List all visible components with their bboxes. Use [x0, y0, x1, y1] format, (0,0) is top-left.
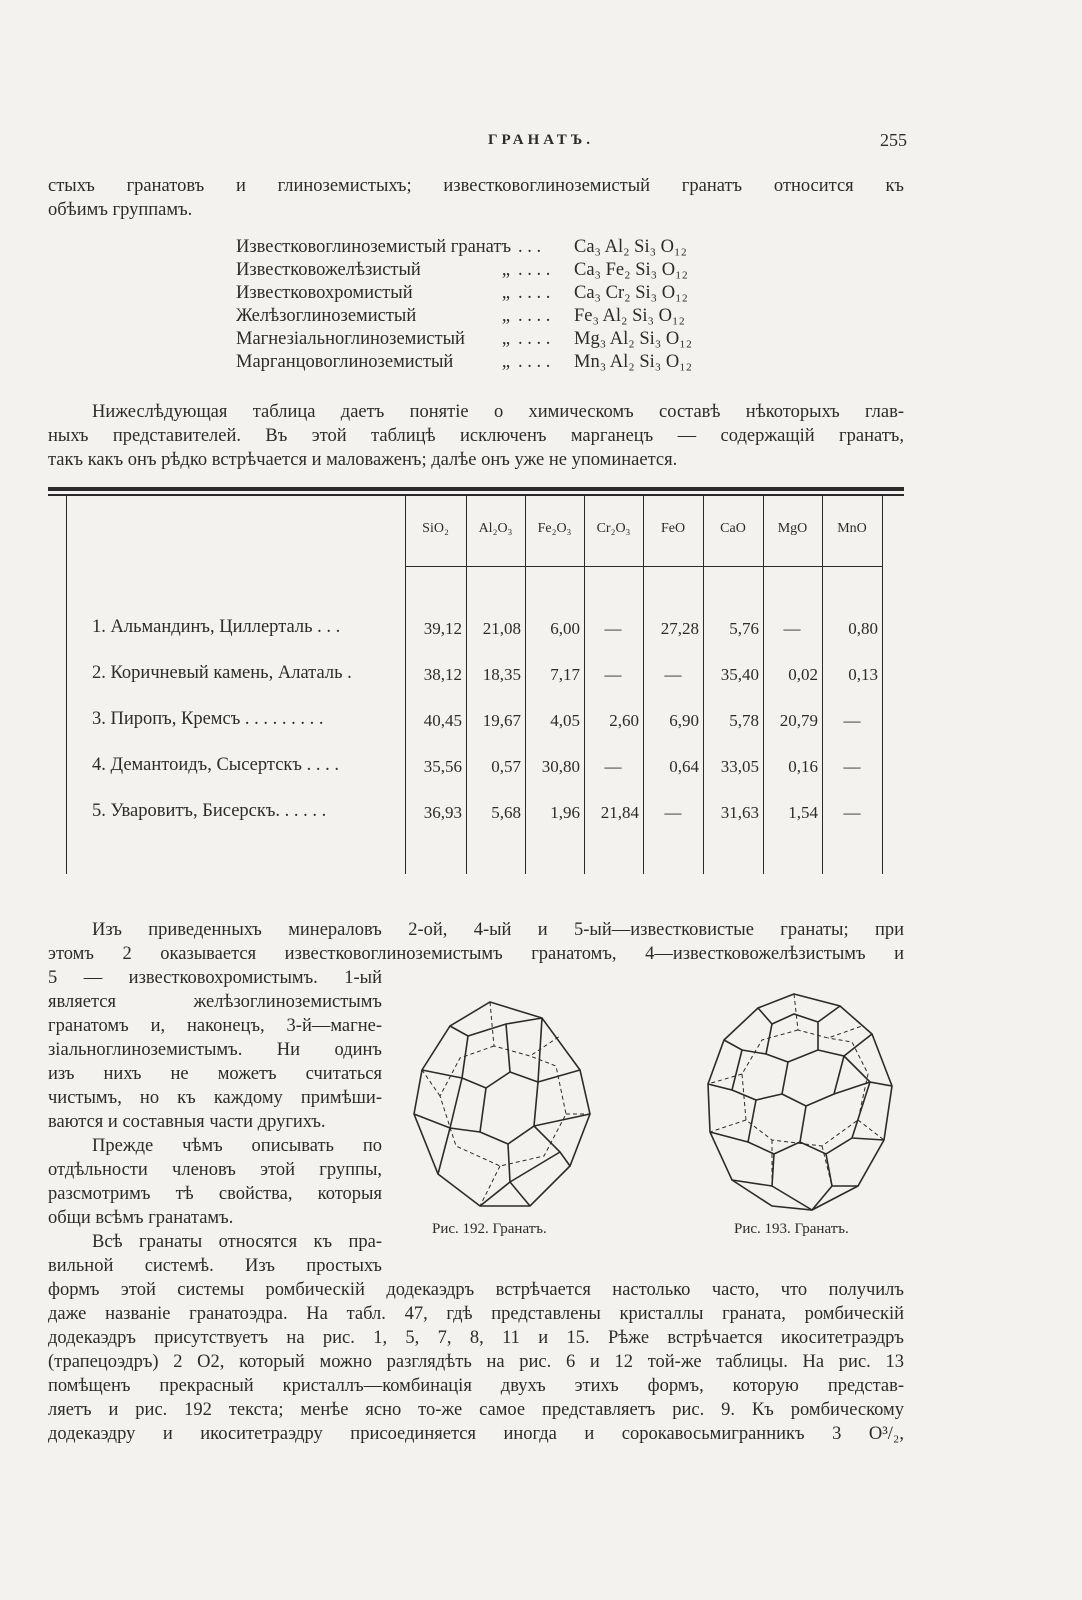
figure-192-crystal — [410, 996, 596, 1214]
column-header: Cr₂O₃ — [596, 521, 631, 536]
text-line: этомъ 2 оказывается известковоглиноземистымъ гранатомъ, 4—известковожелѣзистымъ и — [48, 944, 904, 964]
table-cell: 20,79 — [779, 711, 818, 730]
table-border — [525, 496, 526, 874]
text-line: 5 — известковохромистымъ. 1-ый — [48, 968, 382, 988]
table-cell: 30,80 — [541, 757, 580, 776]
text-line: зiальноглиноземистымъ. Ни одинъ — [48, 1040, 382, 1060]
formula-row — [236, 236, 687, 259]
table-cell: 35,56 — [423, 757, 462, 776]
formula-row — [236, 259, 688, 282]
text-line: отдѣльности членовъ этой группы, — [48, 1160, 382, 1180]
leader-dots: . . . . — [518, 306, 551, 326]
table-border — [466, 496, 467, 874]
formula: Ca₃ Cr₂ Si₃ O₁₂ — [574, 283, 688, 303]
table-cell: — — [664, 665, 682, 684]
running-head: ГРАНАТЪ. — [487, 132, 595, 148]
table-border — [882, 496, 883, 874]
ditto-mark: „ — [501, 329, 511, 349]
table-cell: 1,54 — [788, 803, 818, 822]
table-row-label: 4. Демантоидъ, Сысертскъ . . . . — [92, 755, 339, 775]
formula-row — [236, 305, 685, 328]
leader-dots: . . . . — [518, 260, 551, 280]
table-cell: — — [783, 619, 801, 638]
column-header: MgO — [777, 521, 808, 536]
formula: Ca₃ Fe₂ Si₃ O₁₂ — [574, 260, 688, 280]
table-border — [822, 496, 823, 874]
table-cell: 0,16 — [788, 757, 818, 776]
text-line: общи всѣмъ гранатамъ. — [48, 1208, 234, 1228]
table-border — [405, 496, 406, 874]
table-cell: 6,90 — [669, 711, 699, 730]
table-cell: 27,28 — [660, 619, 699, 638]
text-line: додекаэдру и икоситетраэдру присоединяется иногда и сорокавосьмигранникъ 3 O³/₂, — [48, 1424, 904, 1444]
table-cell: 40,45 — [423, 711, 462, 730]
ditto-mark: „ — [501, 283, 511, 303]
table-row-label: 3. Пиропъ, Кремсъ . . . . . . . . . — [92, 709, 324, 729]
table-cell: — — [843, 711, 861, 730]
table-cell: 18,35 — [482, 665, 521, 684]
text-line: гранатомъ и, наконецъ, 3-й—магне- — [48, 1016, 382, 1036]
text-line: ляетъ и рис. 192 текста; менѣе ясно то-же самое представляетъ рис. 9. Къ ромбическому — [48, 1400, 904, 1420]
table-border — [66, 496, 67, 874]
table-cell: 1,96 — [550, 803, 580, 822]
formula-row — [236, 328, 692, 351]
formula: Mn₃ Al₂ Si₃ O₁₂ — [574, 352, 693, 372]
table-cell: 39,12 — [423, 619, 462, 638]
table-border — [643, 496, 644, 874]
page-number: 255 — [880, 130, 907, 150]
table-cell: 5,78 — [729, 711, 759, 730]
table-cell: 0,13 — [848, 665, 878, 684]
table-cell: 0,64 — [669, 757, 699, 776]
text-line: Всѣ гранаты относятся къ пра- — [92, 1232, 382, 1252]
text-line: формъ этой системы ромбическiй додекаэдръ встрѣчается настолько часто, что получилъ — [48, 1280, 904, 1300]
table-cell: 6,00 — [550, 619, 580, 638]
text-line: изъ нихъ не можетъ считаться — [48, 1064, 382, 1084]
text-line: помѣщенъ прекрасный кристаллъ—комбинацiя двухъ этихъ формъ, которую представ- — [48, 1376, 904, 1396]
figure-193-crystal — [702, 990, 902, 1214]
formula-name: Известковоглиноземистый гранатъ — [236, 237, 512, 257]
table-border — [763, 496, 764, 874]
table-border — [703, 496, 704, 874]
table-header-rule — [405, 566, 883, 567]
text-line: такъ какъ онъ рѣдко встрѣчается и маловаженъ; далѣе онъ уже не упоминается. — [48, 450, 678, 470]
leader-dots: . . . — [518, 237, 542, 257]
formula-name: Желѣзоглиноземистый — [236, 306, 417, 326]
table-cell: 5,68 — [491, 803, 521, 822]
table-cell: — — [843, 757, 861, 776]
table-cell: 21,08 — [482, 619, 521, 638]
table-cell: 0,57 — [491, 757, 521, 776]
table-cell: 31,63 — [720, 803, 759, 822]
table-cell: 4,05 — [550, 711, 580, 730]
text-line: ныхъ представителей. Въ этой таблицѣ исключенъ марганецъ — содержащiй гранатъ, — [48, 426, 904, 446]
table-cell: 21,84 — [600, 803, 639, 822]
table-cell: — — [664, 803, 682, 822]
leader-dots: . . . . — [518, 329, 551, 349]
table-row-label: 1. Альмандинъ, Циллерталь . . . — [92, 617, 341, 637]
text-line: стыхъ гранатовъ и глиноземистыхъ; известковоглиноземистый гранатъ относится къ — [48, 176, 904, 196]
text-line: (трапецоэдръ) 2 O2, который можно разглядѣть на рис. 6 и 12 той-же таблицы. На рис. 13 — [48, 1352, 904, 1372]
text-line: додекаэдръ присутствуетъ на рис. 1, 5, 7, 8, 11 и 15. Рѣже встрѣчается икоситетраэдръ — [48, 1328, 904, 1348]
formula: Ca₃ Al₂ Si₃ O₁₂ — [574, 237, 687, 257]
table-cell: — — [604, 757, 622, 776]
table-cell: 38,12 — [423, 665, 462, 684]
formula-name: Марганцовоглиноземистый — [236, 352, 454, 372]
text-line: является желѣзоглиноземистымъ — [48, 992, 382, 1012]
table-cell: — — [604, 665, 622, 684]
formula-row — [236, 351, 692, 374]
leader-dots: . . . . — [518, 352, 551, 372]
text-line: ваются и составныя части другихъ. — [48, 1112, 326, 1132]
text-line: Изъ приведенныхъ минераловъ 2-ой, 4-ый и 5-ый—известковистые гранаты; при — [92, 920, 904, 940]
table-top-rule — [48, 487, 904, 491]
formula: Fe₃ Al₂ Si₃ O₁₂ — [574, 306, 685, 326]
column-header: SiO₂ — [422, 521, 449, 536]
table-top-rule — [48, 494, 904, 496]
ditto-mark: „ — [501, 260, 511, 280]
table-row-label: 2. Коричневый камень, Алаталь . — [92, 663, 352, 683]
formula-name: Известковохромистый — [236, 283, 413, 303]
formula-row — [236, 282, 688, 305]
formula: Mg₃ Al₂ Si₃ O₁₂ — [574, 329, 693, 349]
formula-name: Известковожелѣзистый — [236, 260, 421, 280]
table-cell: 0,02 — [788, 665, 818, 684]
figure-caption: Рис. 192. Гранатъ. — [432, 1221, 547, 1237]
column-header: FeO — [660, 521, 686, 536]
text-line: чистымъ, но къ каждому примѣши- — [48, 1088, 382, 1108]
text-line: вильной системѣ. Изъ простыхъ — [48, 1256, 382, 1276]
column-header: Al₂O₃ — [478, 521, 513, 536]
ditto-mark: „ — [501, 352, 511, 372]
table-row-label: 5. Уваровитъ, Бисерскъ. . . . . . — [92, 801, 327, 821]
table-cell: 36,93 — [423, 803, 462, 822]
column-header: Fe₂O₃ — [537, 521, 572, 536]
ditto-mark: „ — [501, 306, 511, 326]
text-line: Нижеслѣдующая таблица даетъ понятiе о химическомъ составѣ нѣкоторыхъ глав- — [92, 402, 904, 422]
text-line: даже названiе гранатоэдра. На табл. 47, гдѣ представлены кристаллы граната, ромбическiй — [48, 1304, 904, 1324]
table-cell: 2,60 — [609, 711, 639, 730]
table-cell: 0,80 — [848, 619, 878, 638]
table-border — [584, 496, 585, 874]
column-header: CaO — [720, 521, 746, 536]
table-cell: 7,17 — [550, 665, 580, 684]
figure-caption: Рис. 193. Гранатъ. — [734, 1221, 849, 1237]
table-cell: 19,67 — [482, 711, 521, 730]
text-line: Прежде чѣмъ описывать по — [92, 1136, 382, 1156]
table-cell: — — [604, 619, 622, 638]
leader-dots: . . . . — [518, 283, 551, 303]
formula-name: Магнезiальноглиноземистый — [236, 329, 465, 349]
text-line: разсмотримъ тѣ свойства, которыя — [48, 1184, 382, 1204]
table-cell: — — [843, 803, 861, 822]
table-cell: 35,40 — [720, 665, 759, 684]
column-header: MnO — [837, 521, 867, 536]
table-cell: 5,76 — [729, 619, 759, 638]
table-cell: 33,05 — [720, 757, 759, 776]
text-line: обѣимъ группамъ. — [48, 200, 193, 220]
